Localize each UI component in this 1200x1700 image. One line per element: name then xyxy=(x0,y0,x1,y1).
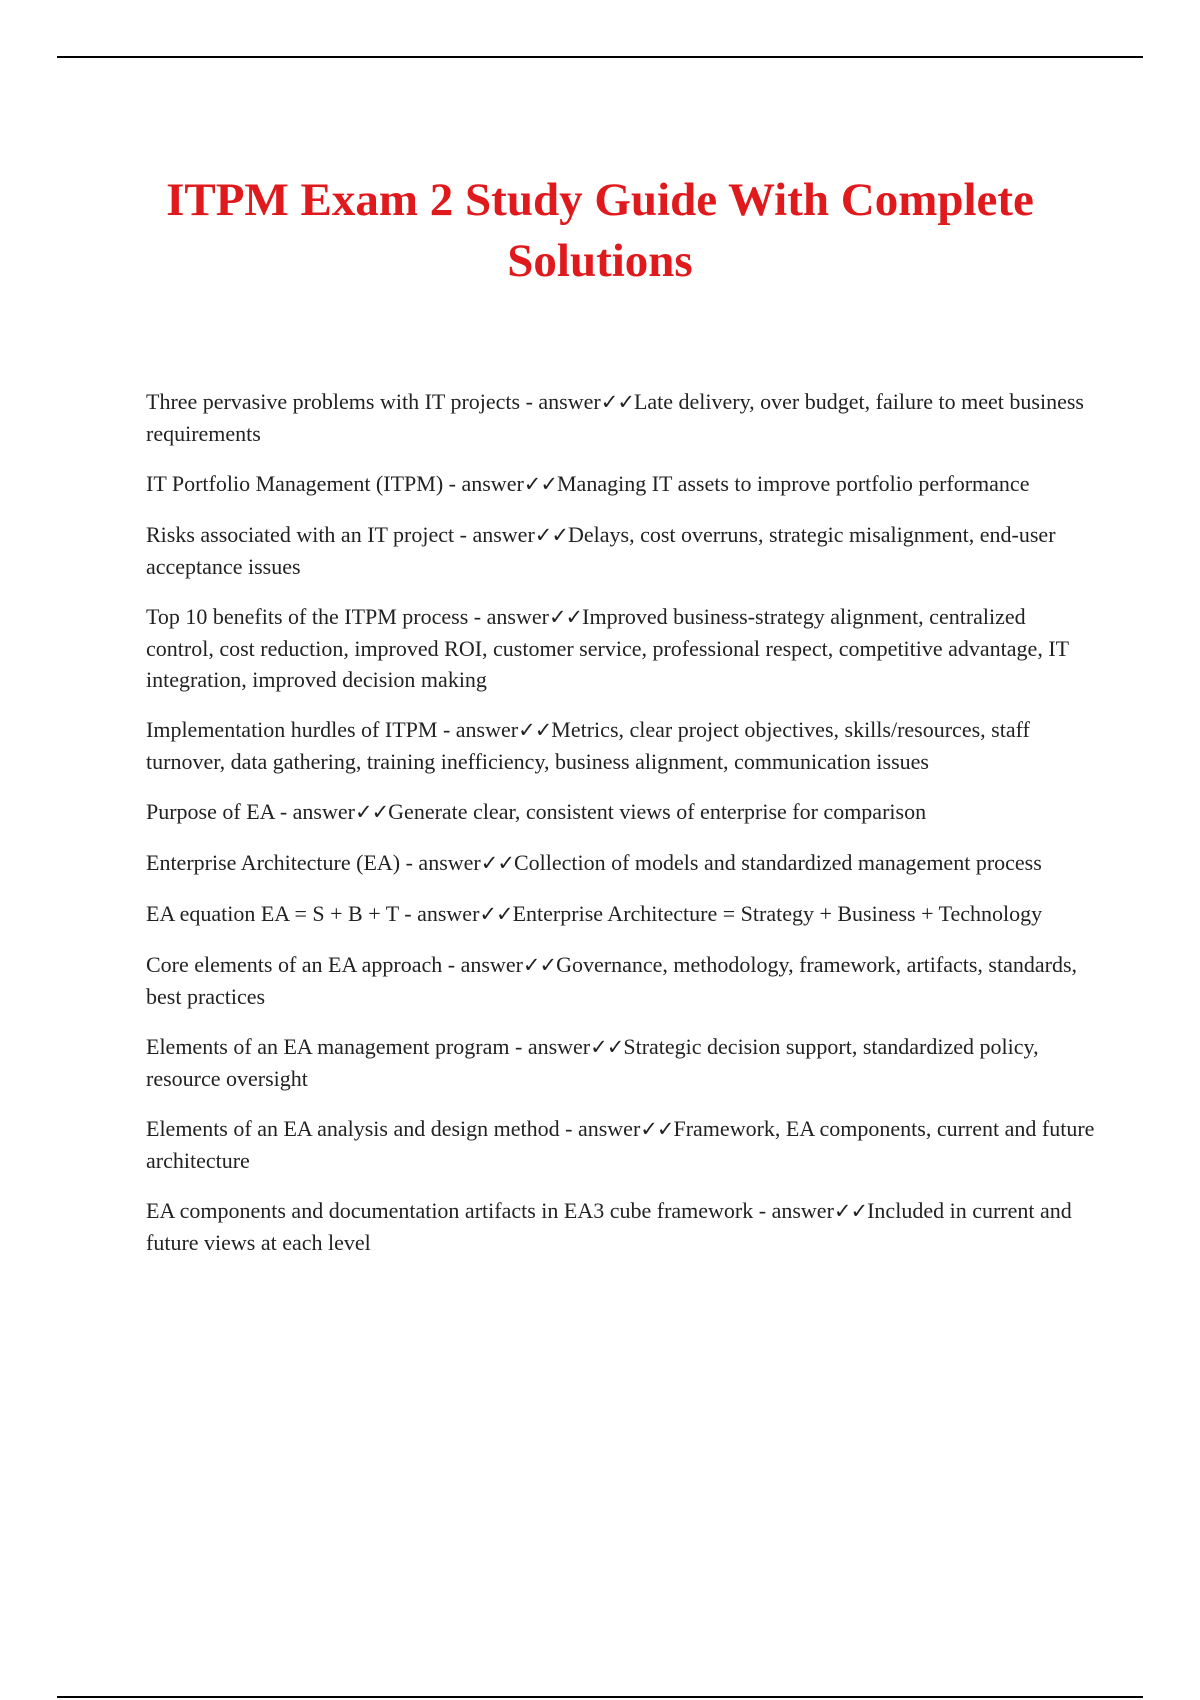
answer-text: Managing IT assets to improve portfolio performance xyxy=(557,471,1030,496)
double-check-icon: ✓✓ xyxy=(640,1117,674,1141)
qa-item xyxy=(146,468,1096,500)
answer-separator: - answer xyxy=(468,604,549,629)
qa-item xyxy=(146,714,1096,777)
answer-separator: - answer xyxy=(443,471,524,496)
question-text: EA equation EA = S + B + T xyxy=(146,901,399,926)
double-check-icon: ✓✓ xyxy=(518,718,552,742)
answer-separator: - answer xyxy=(520,389,601,414)
answer-separator: - answer xyxy=(274,799,355,824)
question-text: Three pervasive problems with IT projects xyxy=(146,389,521,414)
qa-item xyxy=(146,1031,1096,1094)
answer-text: Strategic decision support, standardized policy, resource oversight xyxy=(146,1034,1039,1091)
double-check-icon: ✓✓ xyxy=(522,953,557,977)
answer-separator: - answer xyxy=(753,1198,834,1223)
answer-text: Delays, cost overruns, strategic misalignment, end-user acceptance issues xyxy=(146,522,1056,579)
answer-text: Collection of models and standardized management process xyxy=(513,850,1042,875)
answer-text: Metrics, clear project objectives, skills/resources, staff turnover, data gathering, training inefficiency, business alignment, communication issues xyxy=(146,717,1030,774)
answer-text: Late delivery, over budget, failure to meet business requirements xyxy=(146,389,1084,446)
answer-text: Generate clear, consistent views of enterprise for comparison xyxy=(388,799,927,824)
answer-separator: - answer xyxy=(400,850,481,875)
question-text: Risks associated with an IT project xyxy=(146,522,455,547)
qa-item xyxy=(146,519,1096,582)
answer-text: Framework, EA components, current and future architecture xyxy=(146,1116,1095,1173)
answer-text: Included in current and future views at each level xyxy=(146,1198,1072,1255)
top-rule xyxy=(57,56,1143,58)
double-check-icon: ✓✓ xyxy=(523,472,557,496)
qa-item xyxy=(146,1113,1096,1176)
qa-item xyxy=(146,898,1096,930)
qa-item xyxy=(146,386,1096,449)
answer-text: Governance, methodology, framework, artifacts, standards, best practices xyxy=(146,952,1078,1009)
double-check-icon: ✓✓ xyxy=(480,851,514,875)
answer-separator: - answer xyxy=(398,901,480,926)
bottom-rule xyxy=(57,1696,1143,1698)
double-check-icon: ✓✓ xyxy=(833,1199,868,1223)
answer-separator: - answer xyxy=(509,1034,591,1059)
question-text: Enterprise Architecture (EA) xyxy=(146,850,401,875)
question-text: IT Portfolio Management (ITPM) xyxy=(146,471,444,496)
double-check-icon: ✓✓ xyxy=(548,605,583,629)
question-text: EA components and documentation artifacts in EA3 cube framework xyxy=(146,1198,754,1223)
double-check-icon: ✓✓ xyxy=(479,902,513,926)
double-check-icon: ✓✓ xyxy=(590,1035,624,1059)
question-text: Top 10 benefits of the ITPM process xyxy=(146,604,469,629)
document-title: ITPM Exam 2 Study Guide With Complete Solutions xyxy=(166,174,1034,287)
qa-item xyxy=(146,796,1096,828)
qa-list xyxy=(146,386,1096,1277)
qa-item xyxy=(146,847,1096,879)
double-check-icon: ✓✓ xyxy=(534,523,568,547)
question-text: Implementation hurdles of ITPM xyxy=(146,717,438,742)
answer-separator: - answer xyxy=(437,717,519,742)
question-text: Elements of an EA analysis and design method xyxy=(146,1116,560,1141)
double-check-icon: ✓✓ xyxy=(354,800,389,824)
qa-item xyxy=(146,949,1096,1012)
qa-item xyxy=(146,601,1096,695)
answer-separator: - answer xyxy=(454,522,535,547)
answer-separator: - answer xyxy=(559,1116,641,1141)
answer-text: Enterprise Architecture = Strategy + Business + Technology xyxy=(512,901,1043,926)
question-text: Elements of an EA management program xyxy=(146,1034,510,1059)
qa-item xyxy=(146,1195,1096,1258)
question-text: Purpose of EA xyxy=(146,799,275,824)
answer-text: Improved business-strategy alignment, centralized control, cost reduction, improved ROI, customer service, professional respect, competitive advantage, IT integration, improved decision making xyxy=(146,604,1069,692)
double-check-icon: ✓✓ xyxy=(600,390,634,414)
answer-separator: - answer xyxy=(442,952,523,977)
question-text: Core elements of an EA approach xyxy=(146,952,443,977)
